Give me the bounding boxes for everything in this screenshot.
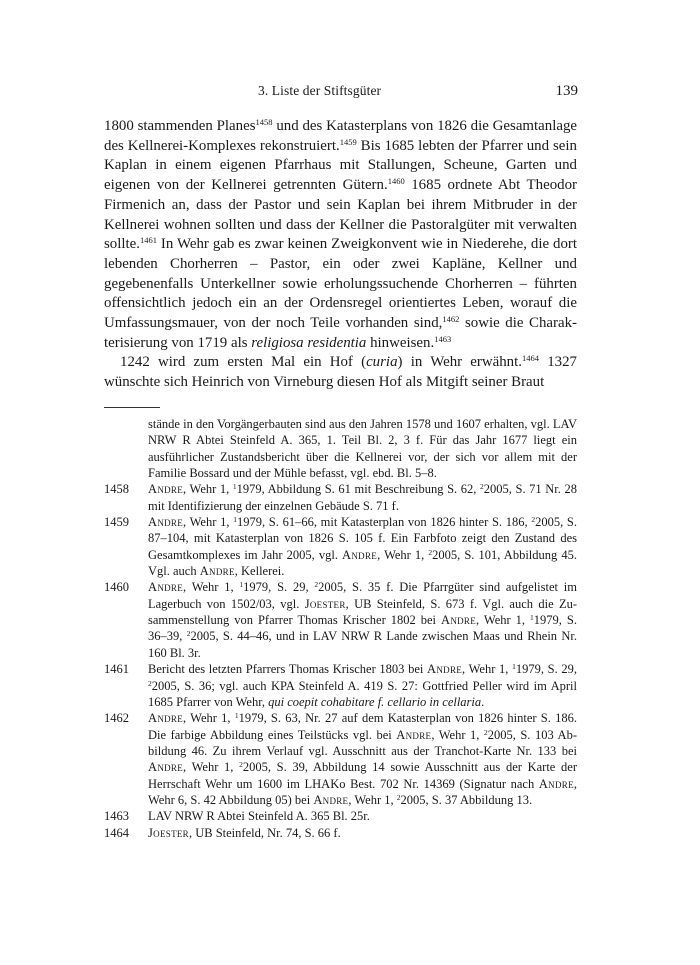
text-run: In Wehr gab es zwar keinen Zweigkonvent wie in Niederehe, die dort lebenden Chorherren – Pastor, ein oder zwei Kapläne, Kellner und gegebenenfalls Unterkellner sowie erholungssuchende Chorherren – führten offensichtlich jedoch ein an der Ordensregel orientiertes Leben, worauf die Umfassungsmauer, von der noch Teile vorhanden sind, [104, 236, 577, 332]
text-run: hinweisen. [366, 334, 435, 351]
footnote-text: Andre, Wehr 1, $^1$1979, S. 63, Nr. 27 auf dem Katasterplan von 1826 hinter S. 186. Die farbige Abbildung eines Teilstücks vgl. bei Andre, Wehr 1, $^2$2005, S. 103 Abbildung 46. Zu ihrem Verlauf vgl. Ausschnitt aus der Tranchot-Karte Nr. 133 bei Andre, Wehr 1, $^2$2005, S. 39, Abbildung 14 sowie Ausschnitt aus der Karte der Herrschaft Wehr um 1600 im LHAKo Best. 702 Nr. 14369 (Signatur nach Andre, Wehr 6, S. 42 Abbildung 05) bei Andre, Wehr 1, $^2$2005, S. 37 Abbildung 13. [148, 711, 577, 807]
footnote-text: Andre, Wehr 1, $^1$1979, S. 61–66, mit Katasterplan von 1826 hinter S. 186, $^2$2005, S. 87–104, mit Katasterplan von 1826 S. 105 f. Ein Farbfoto zeigt den Zustand des Gesamtkomplexes im Jahr 2005, vgl. Andre, Wehr 1, $^2$2005, S. 101, Abbildung 45. Vgl. auch Andre, Kellerei. [148, 515, 577, 579]
text-run: 1242 wird zum ersten Mal ein Hof ( [120, 354, 367, 371]
text-run: ) in Wehr erwähnt. [397, 354, 522, 371]
footnote-number: 1460 [104, 580, 129, 595]
footnote-number: 1463 [104, 809, 129, 824]
italic-phrase: religiosa residentia [251, 334, 367, 351]
footnote-1460 [104, 579, 577, 661]
main-text [104, 117, 577, 393]
footnote-separator [104, 407, 160, 408]
text-run: und des Katasterplans von 1826 die Gesamtanlage des Kellnerei-Komplexes rekonstruiert. [104, 118, 578, 154]
running-title: 3. Liste der Stiftsgüter [258, 83, 382, 98]
footnotes [104, 416, 577, 841]
footnote-1458 [104, 481, 577, 514]
footnote-ref-1462[interactable]: 1462 [442, 314, 460, 325]
footnote-1461 [104, 661, 577, 710]
footnote-text: Andre, Wehr 1, $^1$1979, S. 29, $^2$2005, S. 35 f. Die Pfarrgüter sind aufgelistet im Lagerbuch von 1502/03, vgl. Joester, UB Steinfeld, S. 673 f. Vgl. auch die Zusammenstellung von Pfarrer Thomas Krischer 1802 bei Andre, Wehr 1, $^1$1979, S. 36–39, $^2$2005, S. 44–46, und in LAV NRW R Lande zwischen Maas und Rhein Nr. 160 Bl. 3r. [148, 580, 577, 660]
paragraph-1 [104, 117, 577, 353]
footnote-ref-1460[interactable]: 1460 [387, 176, 405, 187]
text-run: sowie die Charakterisierung von 1719 als [104, 315, 577, 351]
footnote-1459 [104, 514, 577, 579]
footnote-number: 1459 [104, 515, 129, 530]
footnote-ref-1459[interactable]: 1459 [339, 136, 357, 147]
footnote-number: 1464 [104, 825, 129, 840]
footnote-number: 1458 [104, 482, 129, 497]
footnote-text: Andre, Wehr 1, $^1$1979, Abbildung S. 61 mit Beschreibung S. 62, $^2$2005, S. 71 Nr. 28 mit Identifizierung der einzelnen Gebäude S. 71 f. [148, 482, 577, 513]
footnote-text: Joester, UB Steinfeld, Nr. 74, S. 66 f. [148, 825, 341, 840]
footnote-text: LAV NRW R Abtei Steinfeld A. 365 Bl. 25r. [148, 809, 370, 824]
italic-word: curia [366, 354, 398, 371]
text-run: Bis 1685 lebten der Pfarrer und sein Kaplan in einem eigenen Pfarrhaus mit Stallungen, Scheune, Garten und eigenen von der Kellnerei getrennten Gütern. [104, 137, 577, 194]
footnote-ref-1458[interactable]: 1458 [255, 117, 273, 127]
paragraph-2 [104, 353, 577, 392]
text-run: 1800 stammenden Planes [104, 118, 256, 134]
page-number: 139 [555, 83, 578, 99]
footnote-ref-1461[interactable]: 1461 [139, 235, 157, 246]
footnote-continued: stände in den Vorgängerbauten sind aus den Jahren 1578 und 1607 erhalten, vgl. LAV NRW R Abtei Steinfeld A. 365, 1. Teil Bl. 2, 3 f. Für das Jahr 1677 liegt ein ausführlicher Zustandsbericht über die Kellnerei vor, der sich vor allem mit der Familie Bossard und der Mühle befasst, vgl. ebd. Bl. 5–8. [148, 417, 577, 481]
footnote-1464 [104, 825, 577, 841]
footnote-text: Bericht des letzten Pfarrers Thomas Krischer 1803 bei Andre, Wehr 1, $^1$1979, S. 29, $^2$2005, S. 36; vgl. auch KPA Steinfeld A. 419 S. 27: Gottfried Peller wird im April 1685 Pfarrer von Wehr, qui coepit cohabitare f. cellario in cellaria. [148, 662, 577, 709]
footnote-1462 [104, 710, 577, 808]
text-run: 1685 ordnete Abt Theodor Firmenich an, dass der Pastor und sein Kaplan bei ihrem Mitbruder in der Kellnerei wohnen sollten und dass der Kellner die Pastoralgüter mit verwalten sollte. [104, 177, 577, 253]
text-run: 1327 wünschte sich Heinrich von Virneburg diesen Hof als Mitgift seiner Braut [104, 354, 577, 391]
footnote-number: 1461 [104, 662, 129, 677]
footnote-number: 1462 [104, 711, 129, 726]
running-head [0, 83, 700, 103]
footnote-1463 [104, 808, 577, 824]
footnote-ref-1464[interactable]: 1464 [522, 353, 539, 364]
footnote-ref-1463[interactable]: 1463 [434, 333, 452, 344]
